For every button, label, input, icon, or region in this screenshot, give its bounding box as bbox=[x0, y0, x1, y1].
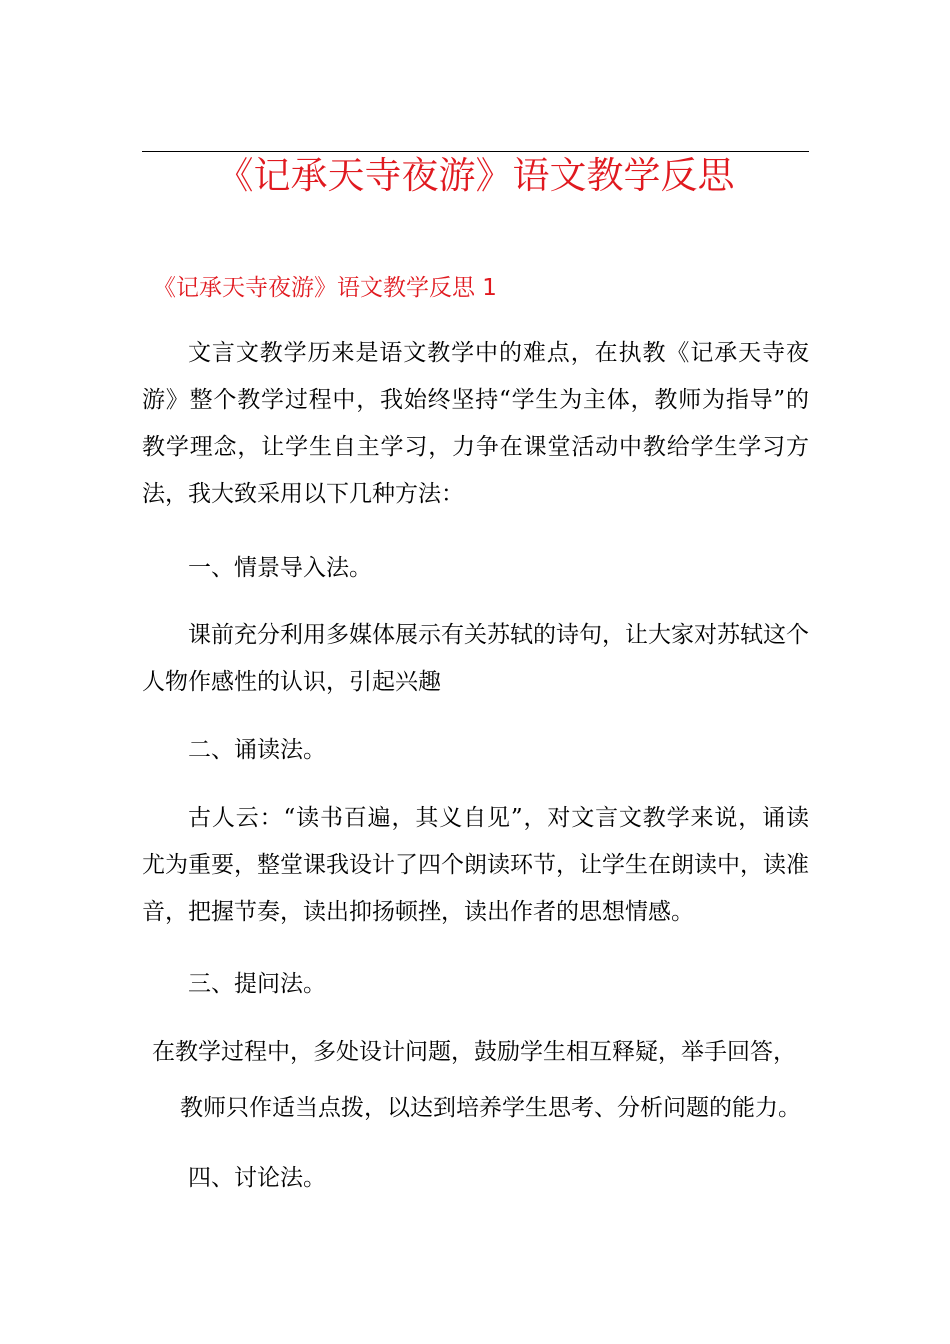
intro-paragraph: 文言文教学历来是语文教学中的难点，在执教《记承天寺夜游》整个教学过程中，我始终坚持“学生为主体，教师为指导”的教学理念，让学生自主学习，力争在课堂活动中教给学生学习方法，我大致采用以下几种方法： bbox=[142, 340, 809, 507]
method-body-3-line-1: 在教学过程中，多处设计问题，鼓励学生相互释疑，举手回答， bbox=[152, 1039, 796, 1065]
method-heading-1: 一、情景导入法。 bbox=[188, 555, 372, 581]
method-heading-3: 三、提问法。 bbox=[188, 971, 326, 997]
method-body-3-line-2: 教师只作适当点拨，以达到培养学生思考、分析问题的能力。 bbox=[180, 1095, 801, 1121]
method-heading-4: 四、讨论法。 bbox=[188, 1165, 326, 1191]
method-body-2: 古人云：“读书百遍，其义自见”，对文言文教学来说，诵读尤为重要，整堂课我设计了四个朗读环节，让学生在朗读中，读准音，把握节奏，读出抑扬顿挫，读出作者的思想情感。 bbox=[142, 805, 809, 925]
section-heading: 《记承天寺夜游》语文教学反思 1 bbox=[153, 275, 497, 301]
method-body-1: 课前充分利用多媒体展示有关苏轼的诗句，让大家对苏轼这个人物作感性的认识，引起兴趣 bbox=[142, 622, 809, 695]
method-body-3 bbox=[152, 1024, 812, 1136]
method-heading-2: 二、诵读法。 bbox=[188, 737, 326, 763]
document-title: 《记承天寺夜游》语文教学反思 bbox=[216, 154, 735, 197]
